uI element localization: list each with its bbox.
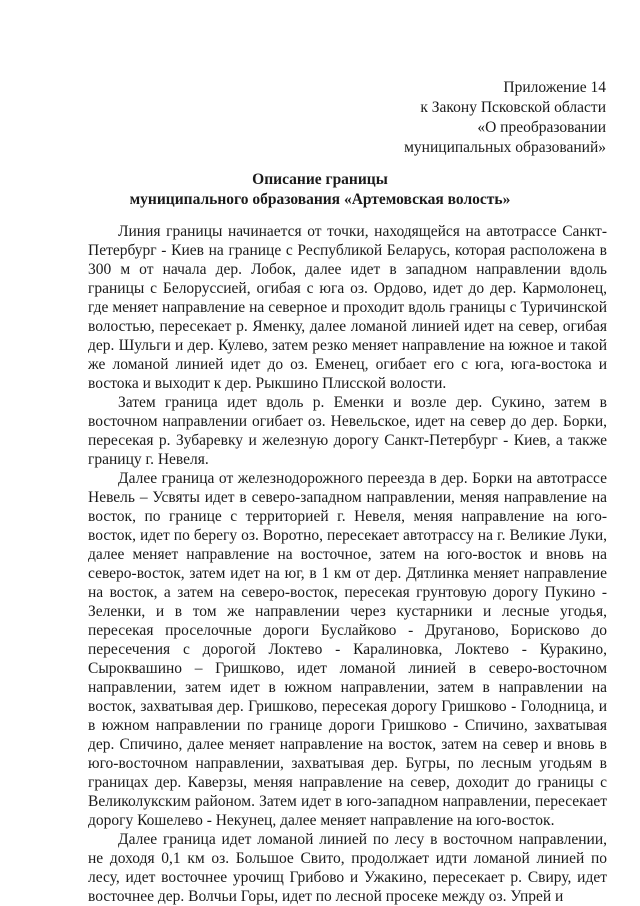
document-title-line2: муниципального образования «Артемовская волость» <box>129 191 511 208</box>
body-paragraph-1: Линия границы начинается от точки, находящейся на автотрассе Санкт-Петербург - Киев на границе с Республикой Беларусь, которая расположена в 300 м от начала дер. Лобок, далее идет в западном направлении вдоль границы с Белоруссией, огибая с юга оз. Ордово, идет до дер. Кармолонец, где меняет направление на северное и проходит вдоль границы с Туричинской волостью, пересекает р. Яменку, далее ломаной линией идет на север, огибая дер. Шульги и дер. Кулево, затем резко меняет направление на южное и такой же ломаной линией идет до оз. Еменец, огибает его с юга, юга-востока и востока и выходит к дер. Рыкшино Плисской волости. <box>88 223 607 392</box>
document-title <box>0 170 640 210</box>
body-paragraph-3: Далее граница от железнодорожного переезда в дер. Борки на автотрассе Невель – Усвяты идет в северо-западном направлении, меняя направление на восток, по границе с территорией г. Невеля, меняя направление на юго-восток, идет по берегу оз. Воротно, пересекает автотрассу на г. Великие Луки, далее меняет направление на восточное, затем на юго-восток и вновь на северо-восток, затем идет на юг, в 1 км от дер. Дятлинка меняет направление на восток, а затем на северо-восток, пересекая грунтовую дорогу Пукино - Зеленки, и в том же направлении через кустарники и лесные угодья, пересекая проселочные дороги Буслайково - Друганово, Борисково до пересечения с дорогой Локтево - Каралиновка, Локтево - Куракино, Сыроквашино – Гришково, идет ломаной линией в северо-восточном направлении, затем идет в южном направлении, затем в направлении на восток, захватывая дер. Гришково, пересекая дорогу Гришково - Голодница, и в южном направлении по границе дороги Гришково - Спичино, захватывая дер. Спичино, далее меняет направление на восток, затем на север и вновь в юго-восточном направлении, захватывая дер. Бугры, по лесным угодьям в границах дер. Каверзы, меняя направление на север, доходит до границы с Великолукским районом. Затем идет в юго-западном направлении, пересекает дорогу Кошелево - Некунец, далее меняет направление на юго-восток. <box>88 470 607 829</box>
appendix-law-title-line2: муниципальных образований» <box>404 139 606 156</box>
body-paragraph-2: Затем граница идет вдоль р. Еменки и возле дер. Сукино, затем в восточном направлении огибает оз. Невельское, идет на север до дер. Борки, пересекая р. Зубаревку и железную дорогу Санкт-Петербург - Киев, а также границу г. Невеля. <box>88 394 607 468</box>
appendix-header <box>404 78 606 158</box>
document-body <box>88 222 607 906</box>
appendix-number: Приложение 14 <box>503 79 606 96</box>
document-title-line1: Описание границы <box>252 171 388 188</box>
body-paragraph-4: Далее граница идет ломаной линией по лесу в восточном направлении, не доходя 0,1 км оз. Большое Свито, продолжает идти ломаной линией по лесу, идет восточнее урочищ Грибово и Ужакино, пересекает р. Свиру, идет восточнее дер. Волчьи Горы, идет по лесной просеке между оз. Упрей и <box>88 831 607 905</box>
appendix-law-reference: к Закону Псковской области <box>420 99 606 116</box>
appendix-law-title-line1: «О преобразовании <box>477 119 606 136</box>
